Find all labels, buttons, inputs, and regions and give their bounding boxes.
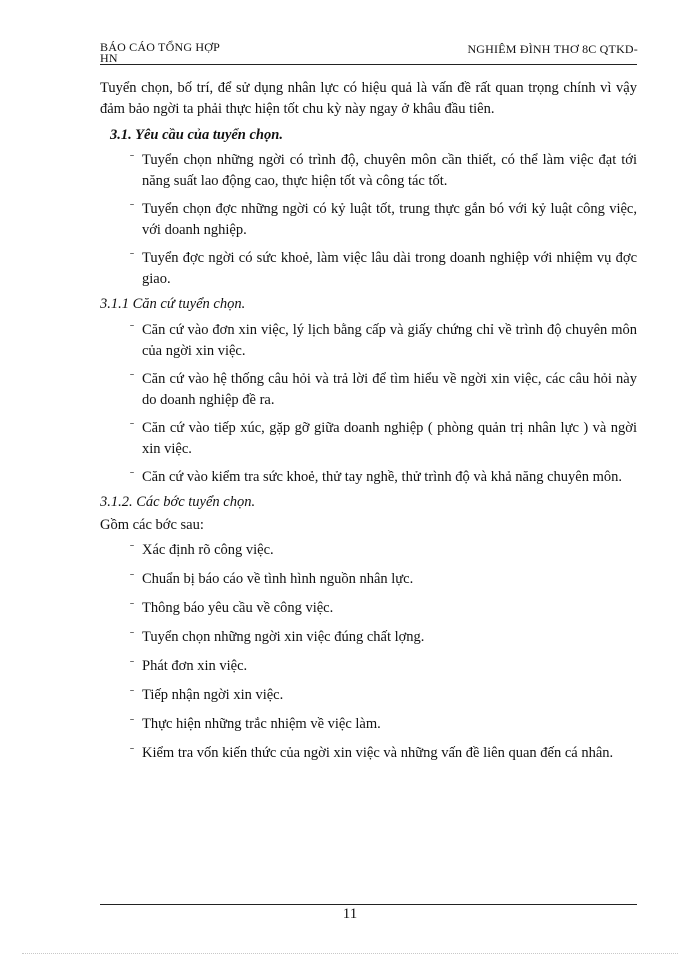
list-item: ˉ Kiểm tra vốn kiến thức của ngời xin việc và những vấn đề liên quan đến cá nhân.: [100, 743, 637, 764]
section-3-1-title: 3.1. Yêu cầu của tuyển chọn.: [110, 127, 283, 143]
list-item: ˉ Tuyển chọn những ngời xin việc đúng chất lợng.: [100, 627, 637, 648]
bullet-dash-icon: ˉ: [130, 686, 134, 700]
list-item: ˉ Xác định rõ công việc.: [100, 540, 637, 561]
bullet-dash-icon: ˉ: [130, 628, 134, 642]
intro-paragraph: Tuyển chọn, bố trí, để sử dụng nhân lực có hiệu quả là vấn đề rất quan trọng chính vì vậy đảm bảo ngời ta phải thực hiện tốt chu kỳ này ngay ở khâu đầu tiên.: [100, 80, 637, 117]
section-3-1-2-list: [100, 540, 637, 764]
list-item: ˉ Căn cứ vào đơn xin việc, lý lịch bằng cấp và giấy chứng chỉ về trình độ chuyên môn của ngời xin việc.: [100, 320, 637, 362]
list-item: ˉ Tuyển đợc ngời có sức khoẻ, làm việc lâu dài trong doanh nghiệp với nhiệm vụ đợc giao.: [100, 248, 637, 290]
bullet-dash-icon: ˉ: [130, 541, 134, 555]
page-edge-dotted-line: [22, 953, 678, 954]
list-item: ˉ Phát đơn xin việc.: [100, 656, 637, 677]
list-item: ˉ Chuẩn bị báo cáo về tình hình nguồn nhân lực.: [100, 569, 637, 590]
bullet-dash-icon: ˉ: [130, 468, 134, 482]
bullet-dash-icon: ˉ: [130, 715, 134, 729]
bullet-dash-icon: ˉ: [130, 599, 134, 613]
document-body: [100, 78, 637, 764]
bullet-dash-icon: ˉ: [130, 200, 134, 214]
section-3-1-1-title: 3.1.1 Căn cứ tuyển chọn.: [100, 296, 246, 312]
list-item: ˉ Tiếp nhận ngời xin việc.: [100, 685, 637, 706]
bullet-dash-icon: ˉ: [130, 744, 134, 758]
section-3-1-1-list: [100, 320, 637, 488]
header-left-title: BÁO CÁO TỔNG HỢP: [100, 40, 220, 54]
list-item: ˉ Thông báo yêu cầu về công việc.: [100, 598, 637, 619]
list-item: ˉ Căn cứ vào tiếp xúc, gặp gỡ giữa doanh nghiệp ( phòng quản trị nhân lực ) và ngời xin việc.: [100, 418, 637, 460]
header-left: [100, 42, 250, 64]
bullet-dash-icon: ˉ: [130, 249, 134, 263]
bullet-dash-icon: ˉ: [130, 151, 134, 165]
section-3-1-2-lead: Gồm các bớc sau:: [100, 517, 204, 533]
section-3-1-2-title: 3.1.2. Các bớc tuyển chọn.: [100, 494, 256, 510]
list-item: ˉ Tuyển chọn đợc những ngời có kỷ luật tốt, trung thực gắn bó với kỷ luật công việc, với doanh nghiệp.: [100, 199, 637, 241]
footer-rule: [100, 904, 637, 905]
bullet-dash-icon: ˉ: [130, 419, 134, 433]
header-rule: [100, 64, 637, 65]
page-number: 11: [342, 906, 358, 922]
list-item: ˉ Tuyển chọn những ngời có trình độ, chuyên môn cần thiết, có thể làm việc đạt tới năng suất lao động cao, thực hiện tốt và công tác tốt.: [100, 150, 637, 192]
header-left-wrap: HN: [100, 51, 118, 65]
list-item: ˉ Căn cứ vào hệ thống câu hỏi và trả lời để tìm hiểu về ngời xin việc, các câu hỏi này do doanh nghiệp đề ra.: [100, 369, 637, 411]
bullet-dash-icon: ˉ: [130, 657, 134, 671]
header-right: NGHIÊM ĐÌNH THƠ 8C QTKD-: [467, 42, 638, 56]
bullet-dash-icon: ˉ: [130, 321, 134, 335]
list-item: ˉ Thực hiện những trắc nhiệm về việc làm.: [100, 714, 637, 735]
bullet-dash-icon: ˉ: [130, 570, 134, 584]
section-3-1-list: [100, 150, 637, 290]
list-item: ˉ Căn cứ vào kiểm tra sức khoẻ, thử tay nghề, thử trình độ và khả năng chuyên môn.: [100, 467, 637, 488]
bullet-dash-icon: ˉ: [130, 370, 134, 384]
